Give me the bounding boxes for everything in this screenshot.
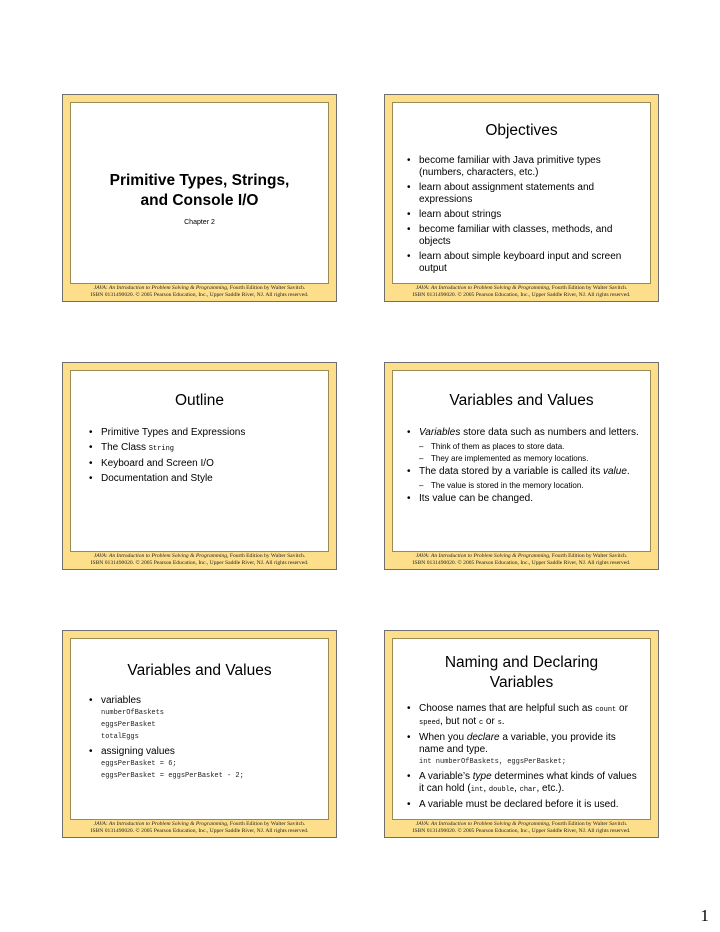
slide-title: Outline xyxy=(174,392,225,409)
slide-4 xyxy=(384,362,659,570)
sub-bullet-item: – They are implemented as memory locations. xyxy=(407,454,640,464)
slide-2 xyxy=(384,94,659,302)
bullet-item: • become familiar with Java primitive types (numbers, characters, etc.) xyxy=(407,155,644,179)
bullet-list xyxy=(407,155,644,278)
bullet-item: • The data stored by a variable is called its value. xyxy=(407,466,640,478)
slide-title: Objectives xyxy=(485,122,558,139)
slide-footer: JAVA: An Introduction to Problem Solving & Programming, Fourth Edition by Walter Savitch. ISBN 0131490020. © 2005 Pearson Education, Inc., Upper Saddle River, NJ. All rights reserved. xyxy=(90,821,309,834)
bullet-item: • learn about assignment statements and expressions xyxy=(407,182,644,206)
bullet-item: • Variables store data such as numbers and letters. xyxy=(407,427,640,439)
bullet-item: • learn about strings xyxy=(407,209,644,221)
slide-content xyxy=(392,102,651,284)
slide-footer: JAVA: An Introduction to Problem Solving & Programming, Fourth Edition by Walter Savitch. ISBN 0131490020. © 2005 Pearson Education, Inc., Upper Saddle River, NJ. All rights reserved. xyxy=(412,821,631,834)
bullet-item: • Keyboard and Screen I/O xyxy=(89,458,322,470)
slide-title: Primitive Types, Strings, and Console I/O xyxy=(109,172,290,209)
code-line: eggsPerBasket xyxy=(101,721,156,729)
slide-footer: JAVA: An Introduction to Problem Solving & Programming, Fourth Edition by Walter Savitch. ISBN 0131490020. © 2005 Pearson Education, Inc., Upper Saddle River, NJ. All rights reserved. xyxy=(90,553,309,566)
page-number: 1 xyxy=(700,906,709,925)
code-line: int numberOfBaskets, eggsPerBasket; xyxy=(419,758,567,766)
sub-bullet-item: – Think of them as places to store data. xyxy=(407,442,640,452)
slide-content xyxy=(392,370,651,552)
code-line: eggsPerBasket = eggsPerBasket - 2; xyxy=(101,772,244,780)
bullet-item: • Choose names that are helpful such as count or speed, but not c or s. xyxy=(407,703,642,729)
code-line: totalEggs xyxy=(101,733,139,741)
bullet-list xyxy=(407,427,640,508)
slide-5 xyxy=(62,630,337,838)
bullet-item: • Its value can be changed. xyxy=(407,493,640,505)
bullet-item: • Primitive Types and Expressions xyxy=(89,427,322,439)
bullet-item: • variables xyxy=(89,695,322,707)
code-line: numberOfBaskets xyxy=(101,709,165,717)
slide-content xyxy=(70,370,329,552)
slide-3 xyxy=(62,362,337,570)
slide-title: Variables and Values xyxy=(449,392,594,409)
slide-footer: JAVA: An Introduction to Problem Solving & Programming, Fourth Edition by Walter Savitch. ISBN 0131490020. © 2005 Pearson Education, Inc., Upper Saddle River, NJ. All rights reserved. xyxy=(412,285,631,298)
bullet-list xyxy=(89,427,322,488)
bullet-list xyxy=(89,695,322,783)
bullet-list xyxy=(407,703,642,814)
slide-6 xyxy=(384,630,659,838)
bullet-item: • When you declare a variable, you provide its name and type. xyxy=(407,732,642,756)
slide-footer: JAVA: An Introduction to Problem Solving & Programming, Fourth Edition by Walter Savitch. ISBN 0131490020. © 2005 Pearson Education, Inc., Upper Saddle River, NJ. All rights reserved. xyxy=(90,285,309,298)
slide-title: Variables and Values xyxy=(127,662,272,679)
slide-footer: JAVA: An Introduction to Problem Solving & Programming, Fourth Edition by Walter Savitch. ISBN 0131490020. © 2005 Pearson Education, Inc., Upper Saddle River, NJ. All rights reserved. xyxy=(412,553,631,566)
code-line: eggsPerBasket = 6; xyxy=(101,760,177,768)
slide-1 xyxy=(62,94,337,302)
bullet-item: • Documentation and Style xyxy=(89,473,322,485)
bullet-item: • A variable must be declared before it is used. xyxy=(407,799,642,811)
bullet-item: • assigning values xyxy=(89,746,322,758)
slide-title: Naming and Declaring Variables xyxy=(444,654,599,691)
slide-subtitle: Chapter 2 xyxy=(184,219,215,226)
bullet-item: • learn about simple keyboard input and screen output xyxy=(407,251,644,275)
slide-content xyxy=(70,638,329,820)
slide-content xyxy=(392,638,651,820)
bullet-item: • The Class String xyxy=(89,442,322,455)
bullet-item: • become familiar with classes, methods, and objects xyxy=(407,224,644,248)
bullet-item: • A variable’s type determines what kinds of values it can hold (int, double, char, etc.). xyxy=(407,771,642,796)
slide-content xyxy=(70,102,329,284)
sub-bullet-item: – The value is stored in the memory location. xyxy=(407,481,640,491)
